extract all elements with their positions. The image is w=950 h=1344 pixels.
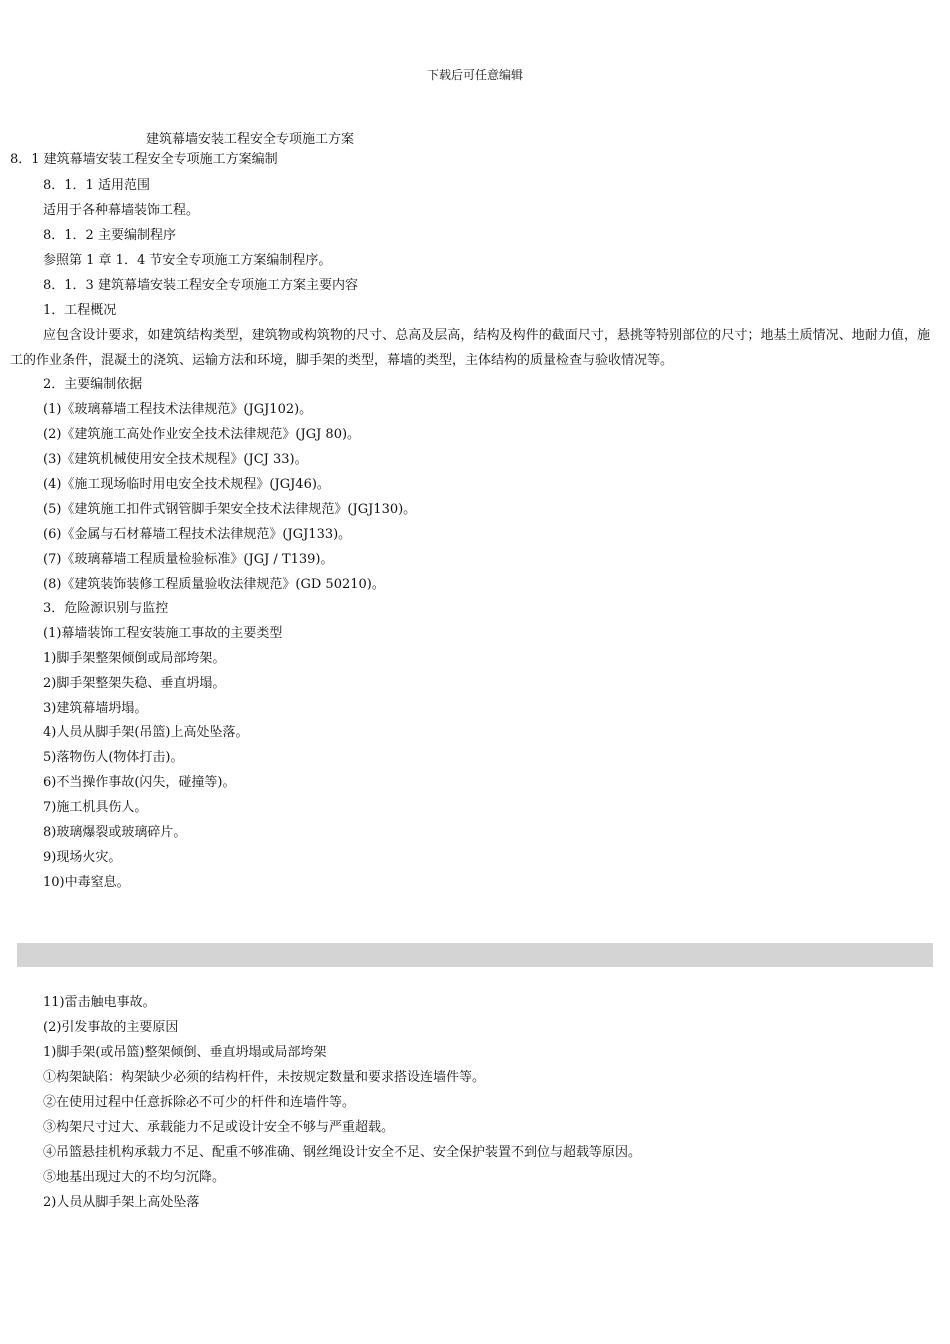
basis-item: (8)《建筑装饰装修工程质量验收法律规范》(GD 50210)。 (43, 577, 385, 592)
accident-item: 1)脚手架整架倾倒或局部垮架。 (43, 651, 226, 666)
subsection-8-1-2: 8．1．2 主要编制程序 (43, 228, 176, 243)
basis-item: (6)《金属与石材幕墙工程技术法律规范》(JGJ133)。 (43, 527, 352, 542)
heading-hazards: 3．危险源识别与监控 (43, 601, 169, 616)
accident-item: 9)现场火灾。 (43, 850, 122, 865)
cause-detail: ③构架尺寸过大、承载能力不足或设计安全不够与严重超载。 (43, 1120, 395, 1135)
cause-item: 1)脚手架(或吊篮)整架倾倒、垂直坍塌或局部垮架 (43, 1045, 327, 1060)
heading-basis: 2．主要编制依据 (43, 377, 143, 392)
accident-item: 11)雷击触电事故。 (43, 995, 156, 1010)
subsection-8-1-1: 8．1．1 适用范围 (43, 178, 150, 193)
cause-item: 2)人员从脚手架上高处坠落 (43, 1195, 200, 1210)
cause-detail: ④吊篮悬挂机构承载力不足、配重不够准确、钢丝绳设计安全不足、安全保护装置不到位与超载等原因。 (43, 1145, 642, 1160)
cause-detail: ①构架缺陷：构架缺少必须的结构杆件，未按规定数量和要求搭设连墙件等。 (43, 1070, 486, 1085)
cause-detail: ②在使用过程中任意拆除必不可少的杆件和连墙件等。 (43, 1095, 356, 1110)
project-overview-paragraph: 应包含设计要求，如建筑结构类型，建筑物或构筑物的尺寸、总高及层高，结构及构件的截面尺寸，悬挑等特别部位的尺寸；地基土质情况、地耐力值，施工的作业条件，混凝土的浇筑、运输方法和环境，脚手架的类型，幕墙的类型，主体结构的质量检查与验收情况等。 (10, 328, 930, 368)
basis-item: (3)《建筑机械使用安全技术规程》(JCJ 33)。 (43, 452, 308, 467)
accident-item: 2)脚手架整架失稳、垂直坍塌。 (43, 676, 226, 691)
section-heading-8-1: 8．1 建筑幕墙安装工程安全专项施工方案编制 (10, 152, 278, 167)
subsection-8-1-1-text: 适用于各种幕墙装饰工程。 (43, 203, 200, 218)
subsection-8-1-2-text: 参照第 1 章 1．4 节安全专项施工方案编制程序。 (43, 253, 332, 268)
document-title: 建筑幕墙安装工程安全专项施工方案 (146, 132, 355, 147)
basis-item: (4)《施工现场临时用电安全技术规程》(JGJ46)。 (43, 477, 330, 492)
basis-item: (5)《建筑施工扣件式钢管脚手架安全技术法律规范》(JGJ130)。 (43, 502, 417, 517)
basis-item: (2)《建筑施工高处作业安全技术法律规范》(JGJ 80)。 (43, 427, 361, 442)
subsection-8-1-3: 8．1．3 建筑幕墙安装工程安全专项施工方案主要内容 (43, 278, 358, 293)
page-header: 下载后可任意编辑 (426, 68, 523, 82)
accident-item: 8)玻璃爆裂或玻璃碎片。 (43, 825, 187, 840)
basis-item: (1)《玻璃幕墙工程技术法律规范》(JGJ102)。 (43, 402, 313, 417)
causes-subheading: (2)引发事故的主要原因 (43, 1020, 179, 1035)
accident-item: 10)中毒窒息。 (43, 875, 130, 890)
accident-item: 7)施工机具伤人。 (43, 800, 148, 815)
heading-project-overview: 1．工程概况 (43, 303, 117, 318)
cause-detail: ⑤地基出现过大的不均匀沉降。 (43, 1170, 226, 1185)
accident-item: 4)人员从脚手架(吊篮)上高处坠落。 (43, 725, 249, 740)
page-separator (17, 943, 933, 967)
basis-item: (7)《玻璃幕墙工程质量检验标准》(JGJ / T139)。 (43, 552, 334, 567)
accident-item: 6)不当操作事故(闪失，碰撞等)。 (43, 775, 236, 790)
accident-item: 5)落物伤人(物体打击)。 (43, 750, 184, 765)
accident-item: 3)建筑幕墙坍塌。 (43, 701, 148, 716)
hazards-subheading: (1)幕墙装饰工程安装施工事故的主要类型 (43, 626, 283, 641)
